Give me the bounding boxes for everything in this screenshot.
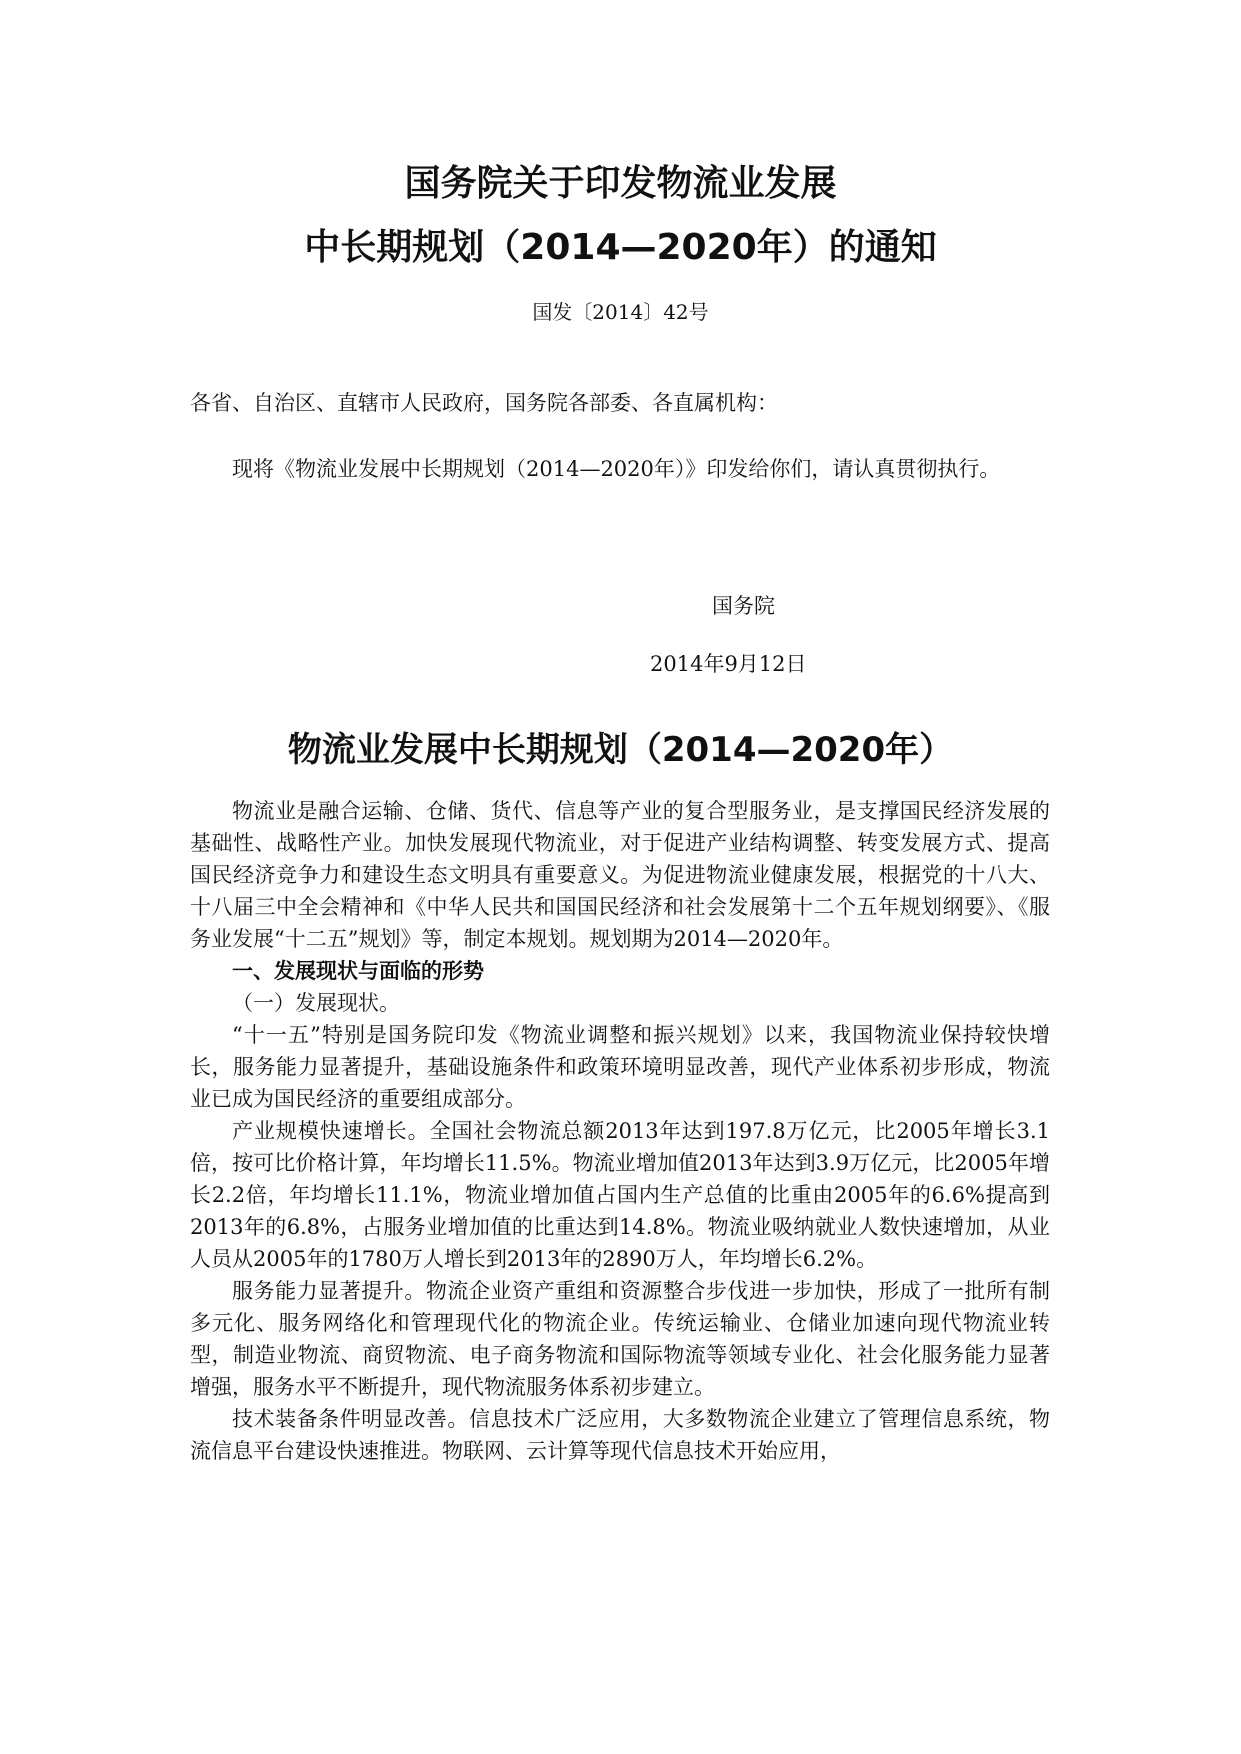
document-number: 国发〔2014〕42号 [532, 300, 709, 324]
paragraph-service-capacity: 服务能力显著提升。物流企业资产重组和资源整合步伐进一步加快，形成了一批所有制多元化、服务网络化和管理现代化的物流企业。传统运输业、仓储业加速向现代物流业转型，制造业物流、商贸物流、电子商务物流和国际物流等领域专业化、社会化服务能力显著增强，服务水平不断提升，现代物流服务体系初步建立。 [190, 1279, 1050, 1399]
notice-body: 现将《物流业发展中长期规划（2014—2020年）》印发给你们，请认真贯彻执行。 [232, 457, 1001, 481]
paragraph-technical-equipment: 技术装备条件明显改善。信息技术广泛应用，大多数物流企业建立了管理信息系统，物流信息平台建设快速推进。物联网、云计算等现代信息技术开始应用， [190, 1407, 1050, 1463]
issue-date: 2014年9月12日 [650, 652, 807, 676]
subsection-heading: （一）发展现状。 [232, 991, 400, 1015]
section-heading: 一、发展现状与面临的形势 [232, 959, 484, 983]
recipients: 各省、自治区、直辖市人民政府，国务院各部委、各直属机构： [190, 391, 778, 415]
plan-content [190, 795, 1050, 1467]
notice-title-line2: 中长期规划（2014—2020年）的通知 [304, 227, 937, 268]
plan-title: 物流业发展中长期规划（2014—2020年） [287, 730, 954, 770]
plan-intro-paragraph: 物流业是融合运输、仓储、货代、信息等产业的复合型服务业，是支撑国民经济发展的基础性、战略性产业。加快发展现代物流业，对于促进产业结构调整、转变发展方式、提高国民经济竞争力和建设生态文明具有重要意义。为促进物流业健康发展，根据党的十八大、十八届三中全会精神和《中华人民共和国国民经济和社会发展第十二个五年规划纲要》、《服务业发展“十二五”规划》等，制定本规划。规划期为2014—2020年。 [190, 799, 1050, 951]
paragraph-overview: “十一五”特别是国务院印发《物流业调整和振兴规划》以来，我国物流业保持较快增长，服务能力显著提升，基础设施条件和政策环境明显改善，现代产业体系初步形成，物流业已成为国民经济的重要组成部分。 [190, 1023, 1050, 1111]
signer: 国务院 [712, 594, 775, 618]
notice-title-line1: 国务院关于印发物流业发展 [404, 163, 837, 204]
paragraph-industry-scale: 产业规模快速增长。全国社会物流总额2013年达到197.8万亿元，比2005年增长3.1倍，按可比价格计算，年均增长11.5%。物流业增加值2013年达到3.9万亿元，比2005年增长2.2倍，年均增长11.1%，物流业增加值占国内生产总值的比重由2005年的6.6%提高到2013年的6.8%，占服务业增加值的比重达到14.8%。物流业吸纳就业人数快速增加，从业人员从2005年的1780万人增长到2013年的2890万人，年均增长6.2%。 [190, 1119, 1050, 1271]
